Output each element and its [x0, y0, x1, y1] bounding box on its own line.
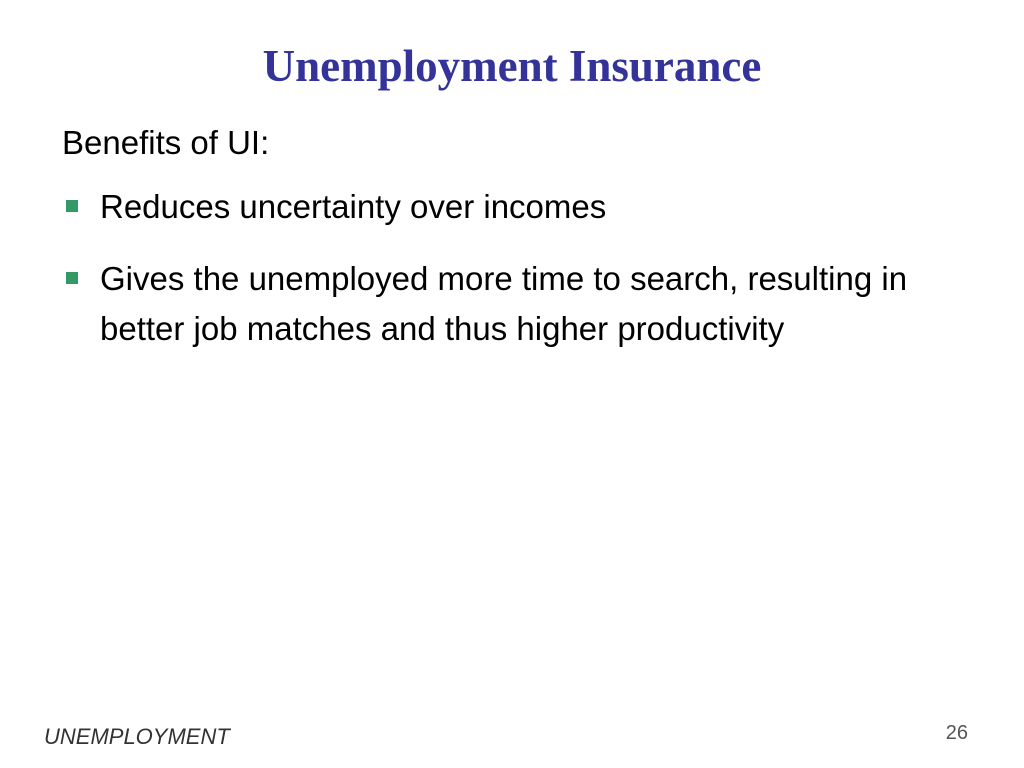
intro-text: Benefits of UI:: [62, 124, 270, 161]
list-item: [62, 182, 962, 232]
slide-body: [62, 118, 962, 376]
bullet-text: Reduces uncertainty over incomes: [100, 188, 607, 225]
footer-label: UNEMPLOYMENT: [44, 724, 230, 749]
square-bullet-icon: [66, 272, 78, 284]
bullet-text: Gives the unemployed more time to search, resulting in better job matches and thus higher productivity: [100, 260, 908, 347]
page-number: 26: [945, 722, 968, 744]
square-bullet-icon: [66, 200, 78, 212]
slide-title: Unemployment Insurance: [262, 41, 762, 91]
list-item: [62, 254, 962, 354]
bullet-list: [62, 182, 962, 354]
